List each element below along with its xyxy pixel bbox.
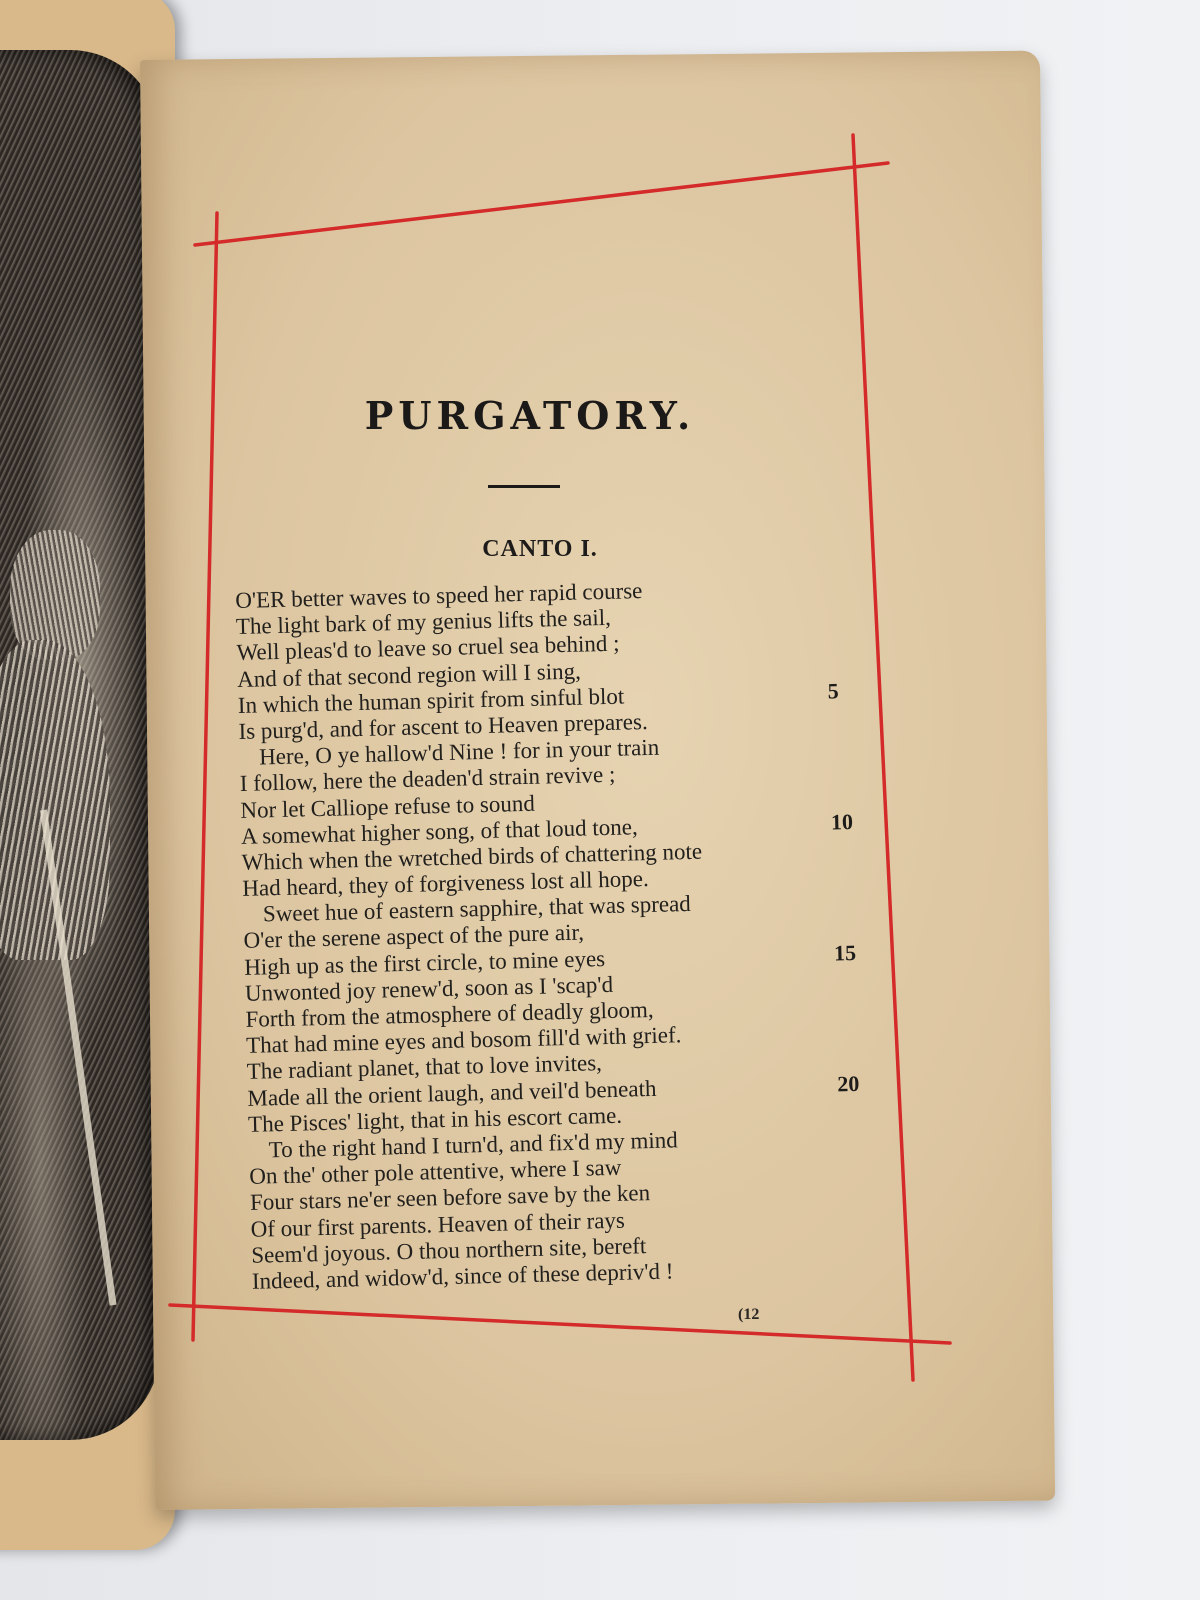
poem-line: Unwonted joy renew'd, soon as I 'scap'd — [244, 971, 614, 1006]
frame-bottom-rule — [170, 1305, 950, 1343]
poem-line: Is purg'd, and for ascent to Heaven prepares. — [238, 708, 648, 744]
poem-line: The light bark of my genius lifts the sail, — [235, 605, 612, 640]
line-number: 10 — [830, 808, 854, 835]
poem-line: Sweet hue of eastern sapphire, that was spread — [262, 891, 692, 927]
poem-line: Seem'd joyous. O thou northern site, bereft — [250, 1232, 647, 1268]
poem-line: Of our first parents. Heaven of their rays — [250, 1207, 626, 1242]
poem-line: O'er the serene aspect of the pure air, — [243, 920, 585, 954]
line-number: 20 — [836, 1070, 860, 1096]
frame-left-rule — [193, 213, 217, 1340]
poem-line: Four stars ne'er seen before save by the ken — [249, 1180, 651, 1216]
poem-line: I follow, here the deaden'd strain revive ; — [239, 762, 616, 797]
poem-line: Nor let Calliope refuse to sound — [240, 790, 536, 823]
poem-text — [235, 572, 892, 1294]
canto-heading: CANTO I. — [482, 536, 598, 562]
poem-line: A somewhat higher song, of that loud tone, 10 — [240, 808, 854, 849]
poem-line: Forth from the atmosphere of deadly gloom, — [245, 996, 654, 1032]
poem-line: On the' other pole attentive, where I saw — [249, 1154, 622, 1189]
poem-line: High up as the first circle, to mine eyes 15 — [243, 939, 857, 980]
page-number: (12 — [738, 1306, 760, 1323]
poem-line: Made all the orient laugh, and veil'd beneath 20 — [247, 1070, 860, 1111]
poem-line: The Pisces' light, that in his escort came. — [247, 1102, 623, 1137]
line-number: 15 — [833, 939, 857, 966]
poem-line: And of that second region will I sing, — [236, 658, 582, 692]
page-title: PURGATORY. — [364, 393, 696, 438]
line-number: 5 — [827, 678, 839, 704]
frame-top-rule — [195, 163, 888, 245]
poem-line: Indeed, and widow'd, since of these depriv'd ! — [251, 1258, 674, 1294]
title-divider — [488, 485, 560, 488]
poem-line: To the right hand I turn'd, and fix'd my mind — [268, 1127, 679, 1163]
poem-line: That had mine eyes and bosom fill'd with grief. — [245, 1022, 682, 1059]
poem-line: The radiant planet, that to love invites, — [246, 1050, 603, 1085]
poem-line: Had heard, they of forgiveness lost all hope. — [242, 866, 649, 901]
poem-line: In which the human spirit from sinful blot 5 — [237, 678, 839, 718]
poem-line: Here, O ye hallow'd Nine ! for in your train — [258, 734, 660, 770]
poem-line: Which when the wretched birds of chattering note — [241, 838, 703, 875]
poem-line: Well pleas'd to leave so cruel sea behind ; — [236, 631, 620, 666]
poem-line: O'ER better waves to speed her rapid course — [235, 578, 643, 613]
